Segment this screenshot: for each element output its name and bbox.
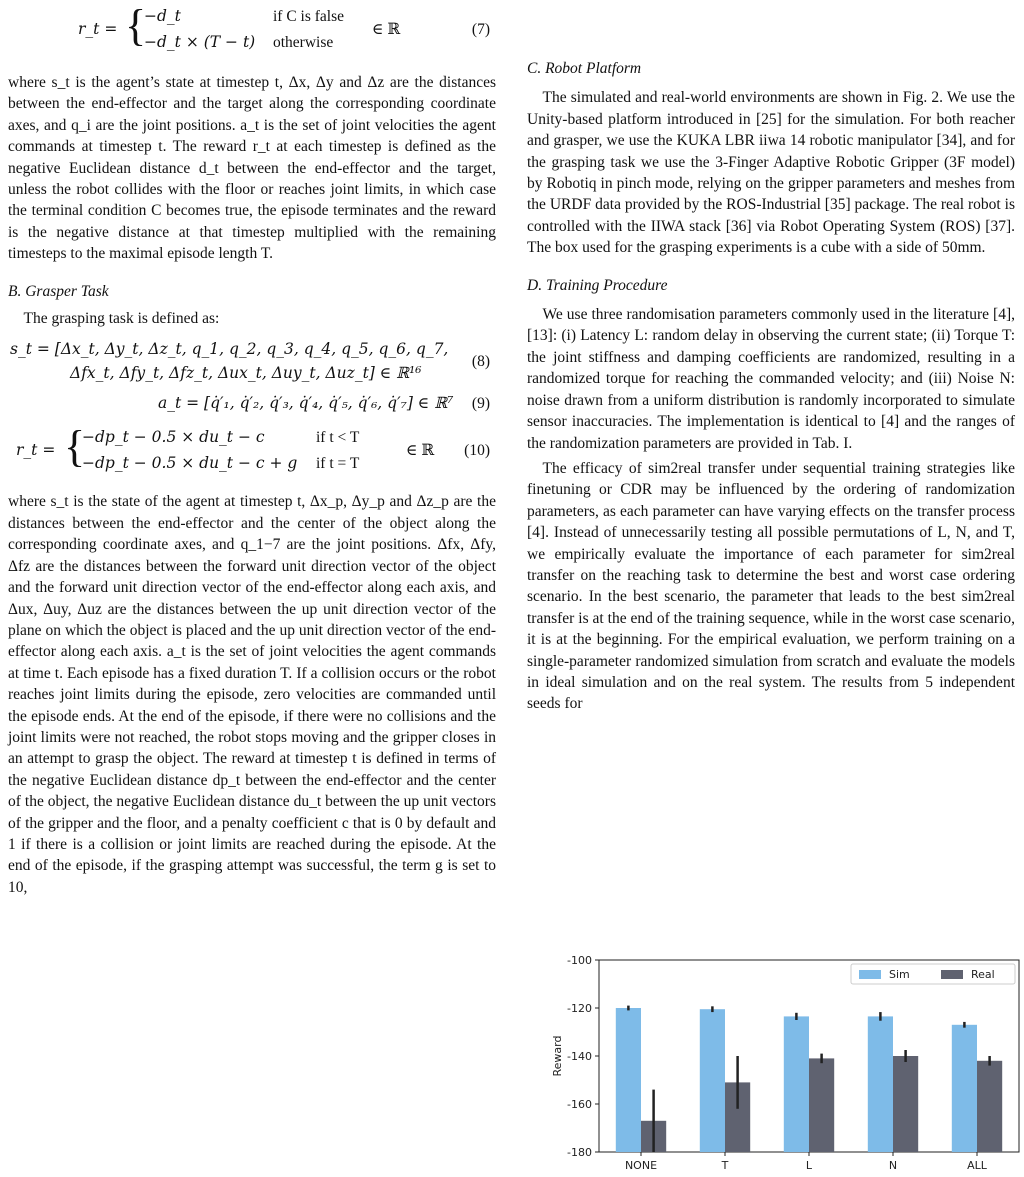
eq7-brace: { bbox=[125, 1, 147, 50]
eq9-number: (9) bbox=[471, 395, 490, 413]
equation-7 bbox=[8, 2, 496, 58]
paragraph-grasper-definition: where s_t is the state of the agent at timestep t, Δx_p, Δy_p and Δz_p are the distances between the end-effector and the center of the object along the corresponding coordinate axes, and q_1−7 are the joint positions. Δfx, Δfy, Δfz are the distances between the forward unit direction vector of the object and the forward unit direction vector of the end-effector along each axis, and Δux, Δuy, Δuz are the distances between the up unit direction vector of the plane on which the object is placed and the up unit direction vector of the end-effector along each axis. a_t is the set of joint velocities the agent commands at time t. Each episode has a fixed duration T. If a collision occurs or the robot reaches joint limits during the episode, zero velocities are commanded until the episode ends. At the end of the episode, if there were no collisions and the joint limits were not reached, the robot stops moving and the gripper closes in an attempt to grasp the object. The reward at timestep t is defined in terms of the negative Euclidean distance dp_t between the end-effector and the center of the object, the negative Euclidean distance du_t between the up unit vectors of the gripper and the floor, and a penalty coefficient c that is 0 by default and 1 if there is a collision or joint limits are reached during the episode. At the end of the episode, if the grasping attempt was successful, the term g is set to 10, bbox=[8, 493, 496, 896]
eq7-number: (7) bbox=[471, 21, 490, 38]
eq10-set: ∈ ℝ bbox=[406, 442, 435, 460]
legend-swatch-sim bbox=[859, 970, 881, 979]
left-column bbox=[8, 0, 496, 898]
paragraph-robot-platform: The simulated and real-world environments are shown in Fig. 2. We use the Unity-based platform introduced in [25] for the simulation. For both reacher and grasper, we use the KUKA LBR iiwa 14 robotic manipulator [34], and for the grasping task we use the 3-Finger Adaptive Robotic Gripper (3F model) by Robotiq in pinch mode, relying on the gripper parameters and meshes from the URDF data provided by the ROS-Industrial [35] package. The real robot is controlled with the IIWA stack [36] via Robot Operating System (ROS) [37]. The box used for the grasping experiments is a cube with a side of 50mm. bbox=[527, 89, 1015, 257]
equation-8 bbox=[8, 337, 496, 387]
bar-sim bbox=[700, 1009, 725, 1152]
eq10-case2: −dp_t − 0.5 × du_t − c + g bbox=[82, 454, 298, 473]
y-tick-label: -180 bbox=[567, 1146, 592, 1159]
bar-sim bbox=[868, 1016, 893, 1152]
eq7-cond1: if C is false bbox=[273, 8, 345, 25]
equation-9 bbox=[8, 391, 496, 417]
eq7-case2: −d_t × (T − t) bbox=[144, 33, 256, 51]
paragraph-parameter-ordering: The efficacy of sim2real transfer under sequential training strategies like finetuning or CDR may be influenced by the ordering of randomization parameters, as each parameter can have varying effects on the transfer process [4]. Instead of unnecessarily testing all possible permutations of L, N, and T, we empirically evaluate the importance of each parameter for sim2real transfer on the reaching task to determine the best and worst case ordering scenario. In the best scenario, the parameter that leads to the best sim2real transfer is at the end of the training sequence, while in the worst case scenario, it is at the beginning. For the empirical evaluation, we perform training on a single-parameter randomized simulation from scratch and evaluate the models in ideal simulation and on the real system. The results from 5 independent seeds for bbox=[527, 459, 1015, 713]
eq7-cond2: otherwise bbox=[273, 34, 334, 51]
eq8-line2: Δfx_t, Δfy_t, Δfz_t, Δux_t, Δuy_t, Δuz_t] ∈ ℝ¹⁶ bbox=[70, 364, 422, 383]
eq9-text: a_t = [q̇′₁, q̇′₂, q̇′₃, q̇′₄, q̇′₅, q̇′₆, q̇′₇] ∈ ℝ⁷ bbox=[158, 394, 454, 413]
bar-sim bbox=[616, 1008, 641, 1152]
eq7-lhs: r_t = bbox=[78, 20, 118, 38]
eq10-lhs: r_t = bbox=[16, 441, 56, 460]
eq8-number: (8) bbox=[471, 353, 490, 371]
y-tick-label: -120 bbox=[567, 1002, 592, 1015]
legend-label-sim: Sim bbox=[889, 968, 910, 981]
section-heading-robot-platform: C. Robot Platform bbox=[527, 60, 642, 77]
reward-bar-chart bbox=[547, 930, 1024, 1170]
legend-label-real: Real bbox=[971, 968, 995, 981]
legend-swatch-real bbox=[941, 970, 963, 979]
section-heading-training-procedure: D. Training Procedure bbox=[527, 276, 668, 294]
bar-sim bbox=[952, 1025, 977, 1152]
eq8-line1: s_t = [Δx_t, Δy_t, Δz_t, q_1, q_2, q_3, q_4, q_5, q_6, q_7, bbox=[10, 340, 449, 359]
paragraph-randomisation-parameters: We use three randomisation parameters commonly used in the literature [4], [13]: (i) Latency L: random delay in observing the current state; (ii) Torque T: the joint stiffness and damping coefficients are randomized, resulting in a randomized torque for reaching the commanded velocity; and (iii) Noise N: noise drawn from a uniform distribution is randomly incorporated to simulate sensor inaccuracies. The implementation is identical to [4] and the ranges of the randomization parameters are provided in Tab. I. bbox=[527, 306, 1015, 452]
y-axis-label: Reward bbox=[551, 1035, 564, 1077]
bar-real bbox=[809, 1058, 834, 1152]
x-tick-label: ALL bbox=[967, 1159, 987, 1170]
y-tick-label: -100 bbox=[567, 954, 592, 967]
eq10-cond2: if t = T bbox=[316, 455, 360, 473]
x-tick-label: L bbox=[805, 1159, 813, 1170]
y-tick-label: -140 bbox=[567, 1050, 592, 1063]
bar-real bbox=[893, 1056, 918, 1152]
bar-real bbox=[977, 1061, 1002, 1152]
eq7-case1: −d_t bbox=[144, 7, 181, 25]
eq7-set: ∈ ℝ bbox=[372, 21, 401, 38]
paragraph-reacher-definition: where s_t is the agent’s state at timestep t, Δx, Δy and Δz are the distances between the end-effector and the target along the corresponding coordinate axes, and q_i are the joint positions. a_t is the set of joint velocities the agent commands at timestep t. The reward r_t at each timestep is defined as the negative Euclidean distance d_t between the end-effector and the target, unless the robot collides with the floor or reaches joint limits, in which case the terminal condition C becomes true, the episode terminates and the reward is the negative distance at that timestep multiplied with the remaining timesteps to the maximal episode length T. bbox=[8, 74, 496, 263]
eq10-case1: −dp_t − 0.5 × du_t − c bbox=[82, 428, 265, 447]
bar-sim bbox=[784, 1016, 809, 1152]
x-tick-label: N bbox=[888, 1159, 898, 1170]
equation-10 bbox=[8, 423, 496, 479]
eq10-cond1: if t < T bbox=[316, 429, 360, 447]
section-heading-grasper: B. Grasper Task bbox=[8, 282, 109, 300]
grasp-intro: The grasping task is defined as: bbox=[23, 310, 220, 328]
x-tick-label: NONE bbox=[624, 1159, 658, 1170]
x-tick-label: T bbox=[721, 1159, 729, 1170]
eq10-number: (10) bbox=[464, 442, 490, 460]
right-column bbox=[527, 0, 1015, 1170]
y-tick-label: -160 bbox=[567, 1098, 592, 1111]
eq10-brace: { bbox=[64, 422, 86, 472]
